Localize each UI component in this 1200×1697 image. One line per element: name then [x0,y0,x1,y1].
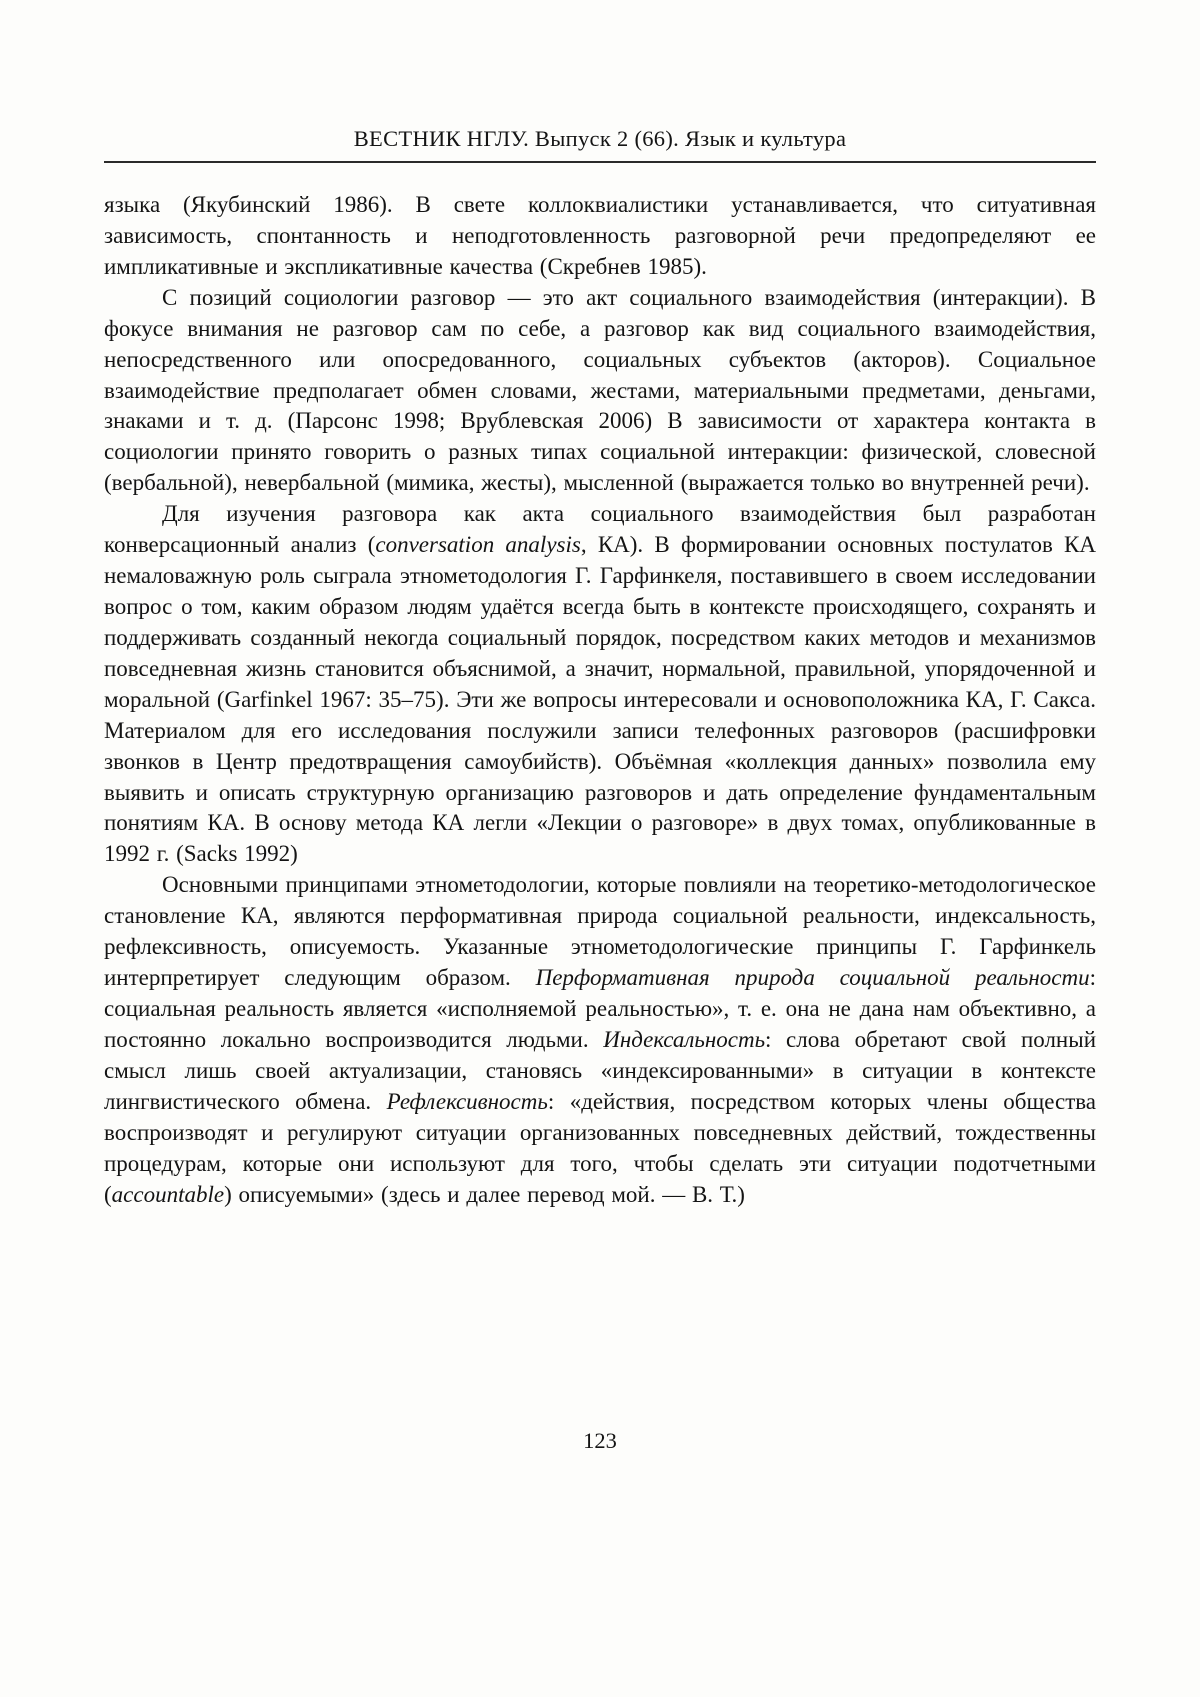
text-run: языка (Якубинский 1986). В свете коллоквиалистики устанавливается, что ситуативная зависимость, спонтанность и неподготовленность разговорной речи предопределяют ее импликативные и экспликативные качества (Скребнев 1985). [104,192,1096,279]
paragraph [104,283,1096,499]
text-run: Основными принципами этнометодологии, которые повлияли на теоретико-методологическое становление КА, являются перформативная природа социальной реальности, индексальность, рефлексивность, описуемость. Указанные этнометодологические принципы Г. Гарфинкель интерпретирует следующим образом. [104,872,1096,991]
text-run: Для изучения разговора как акта социального взаимодействия был разработан конверсационный анализ ( [104,501,1096,558]
text-run: ) описуемыми» (здесь и далее перевод мой. — В. Т.) [224,1181,745,1207]
body-text [104,190,1096,1210]
italic-term: accountable [111,1181,225,1207]
text-run: С позиций социологии разговор — это акт социального взаимодействия (интеракции). В фокусе внимания не разговор сам по себе, а разговор как вид социального взаимодействия, непосредственного или опосредованного, социальных субъектов (акторов). Социальное взаимодействие предполагает обмен словами, жестами, материальными предметами, деньгами, знаками и т. д. (Парсонс 1998; Врублевская 2006) В зависимости от характера контакта в социологии принято говорить о разных типах социальной интеракции: физической, словесной (вербальной), невербальной (мимика, жесты), мысленной (выражается только во внутренней речи). [104,284,1096,496]
text-run: : слова обретают свой полный смысл лишь своей актуализации, становясь «индексированными» в ситуации в контексте лингвистического обмена. [104,1026,1096,1114]
paragraph [104,499,1096,870]
page-number: 123 [583,1428,617,1453]
italic-term: Рефлексивность [386,1088,548,1114]
text-run: , КА). В формировании основных постулатов КА немаловажную роль сыграла этнометодология Г. Гарфинкеля, поставившего в своем исследовании вопрос о том, каким образом людям удаётся всегда быть в контексте происходящего, сохранять и поддерживать созданный некогда социальный порядок, посредством каких методов и механизмов повседневная жизнь становится объяснимой, а значит, нормальной, правильной, упорядоченной и моральной (Garfinkel 1967: 35–75). Эти же вопросы интересовали и основоположника КА, Г. Сакса. Материалом для его исследования послужили записи телефонных разговоров (расшифровки звонков в Центр предотвращения самоубийств). Объёмная «коллекция данных» позволила ему выявить и описать структурную организацию разговоров и дать определение фундаментальным понятиям КА. В основу метода КА легли «Лекции о разговоре» в двух томах, опубликованные в 1992 г. (Sacks 1992) [104,532,1097,867]
journal-title: ВЕСТНИК НГЛУ. Выпуск 2 (66). Язык и культура [353,126,847,151]
italic-term: Перформативная природа социальной реальности [535,965,1090,991]
italic-term: conversation analysis [375,532,581,558]
italic-term: Индексальность [603,1026,766,1052]
paragraph [104,190,1096,283]
text-run: : «действия, посредством которых члены общества воспроизводят и регулируют ситуации организованных повседневных действий, тождественны процедурам, которые они используют для того, чтобы сделать эти ситуации подотчетными ( [104,1088,1097,1207]
running-header [104,126,1096,163]
paragraph [104,870,1096,1210]
text-run: : социальная реальность является «исполняемой реальностью», т. е. она не дана нам объективно, а постоянно локально воспроизводится людьми. [104,965,1096,1052]
